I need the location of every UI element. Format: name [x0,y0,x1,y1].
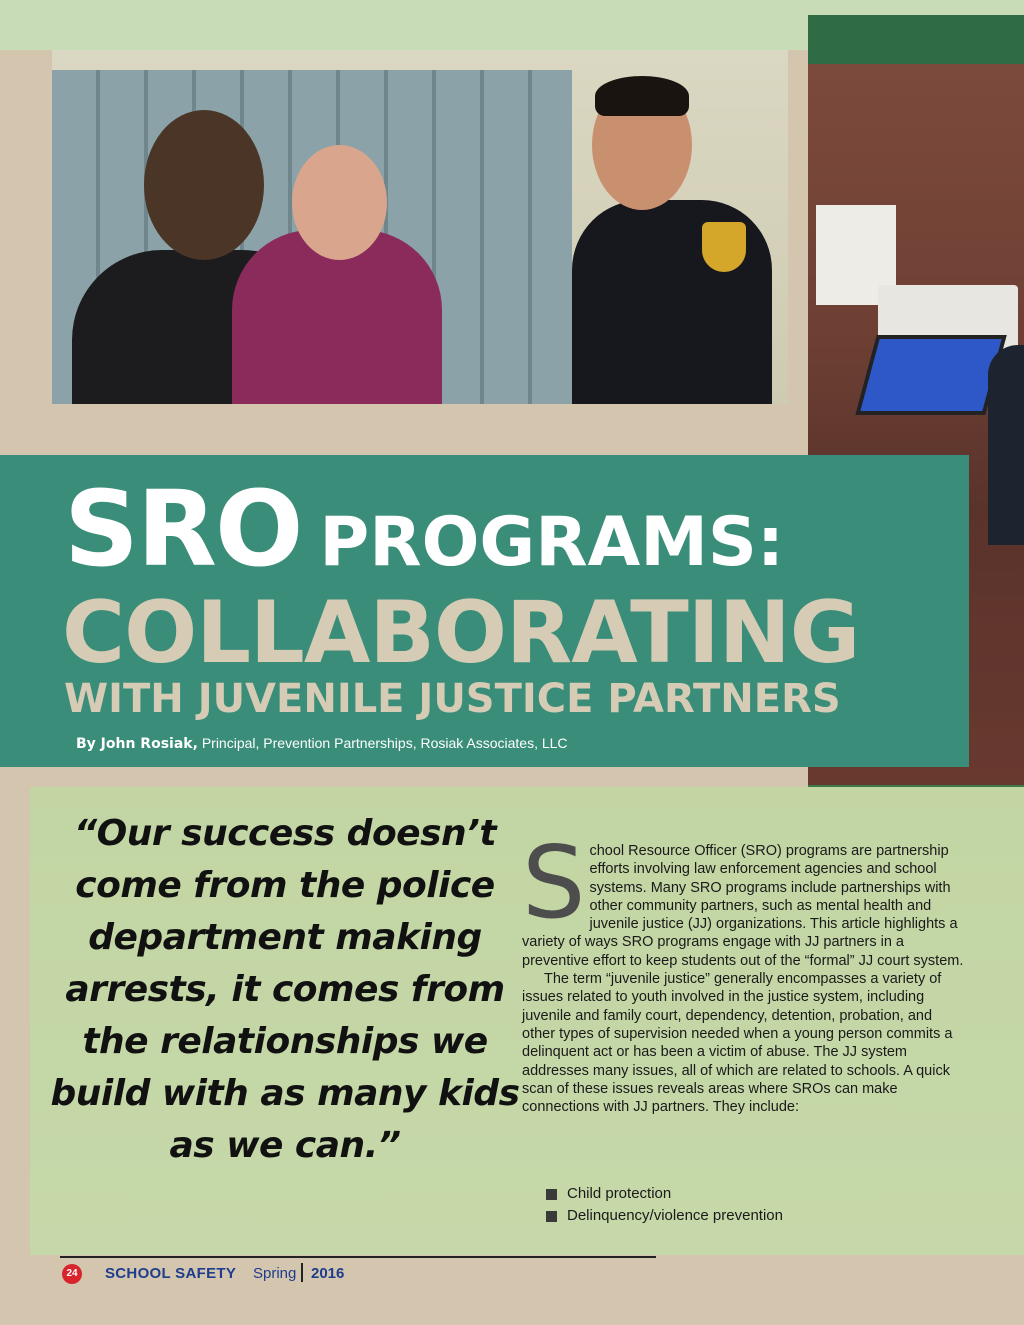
page-number-badge: 24 [62,1264,82,1284]
square-bullet-icon [546,1211,557,1222]
police-patch-icon [702,222,746,272]
byline-affiliation: Principal, Prevention Partnerships, Rosiak Associates, LLC [201,735,568,751]
pull-quote: “Our success doesn’t come from the police department making arrests, it comes from the relationships we build with as many kids as we can.” [50,813,520,1166]
publication-name: SCHOOL SAFETY [105,1265,237,1282]
side-officer-figure [988,345,1024,545]
footer-rule [60,1256,656,1258]
title-line-2: COLLABORATING [62,583,860,683]
officer-hair [595,76,689,116]
laptop-screen [855,335,1006,415]
student-head [144,110,264,260]
hero-photo [52,50,788,404]
drop-cap: S [522,824,586,941]
byline [76,735,568,752]
bullet-text: Child protection [567,1185,672,1202]
title-line-1 [64,468,784,590]
title-programs: PROGRAMS: [319,503,785,582]
paragraph-1-text: chool Resource Officer (SRO) programs are partnership efforts involving law enforcement agencies and school systems. Many SRO programs include partnerships with other community partners, such as mental health and juvenile justice (JJ) organizations. This article highlights a variety of ways SRO programs engage with JJ partners in a preventive effort to keep students out of the “formal” JJ court system. [522,843,964,969]
byline-author: By John Rosiak, [76,736,198,752]
article-paragraph-1 [522,824,966,970]
list-item [546,1205,783,1227]
educator-head [292,145,387,260]
bullet-list [546,1183,783,1227]
article-body [522,824,966,1116]
issue-separator [301,1263,303,1282]
bullet-text: Delinquency/violence prevention [567,1207,783,1224]
article-paragraph-2: The term “juvenile justice” generally encompasses a variety of issues related to youth involved in the justice system, including juvenile and family court, dependency, detention, probation, and other types of supervision needed when a young person commits a delinquent act or has been a victim of abuse. The JJ system addresses many issues, all of which are related to schools. A quick scan of these issues reveals areas where SROs can make connections with JJ partners. They include: [522,971,953,1116]
list-item [546,1183,783,1205]
square-bullet-icon [546,1189,557,1200]
issue-season: Spring [253,1265,297,1282]
issue-year: 2016 [311,1265,345,1282]
title-line-3: WITH JUVENILE JUSTICE PARTNERS [64,676,841,722]
title-sro: SRO [64,468,302,590]
